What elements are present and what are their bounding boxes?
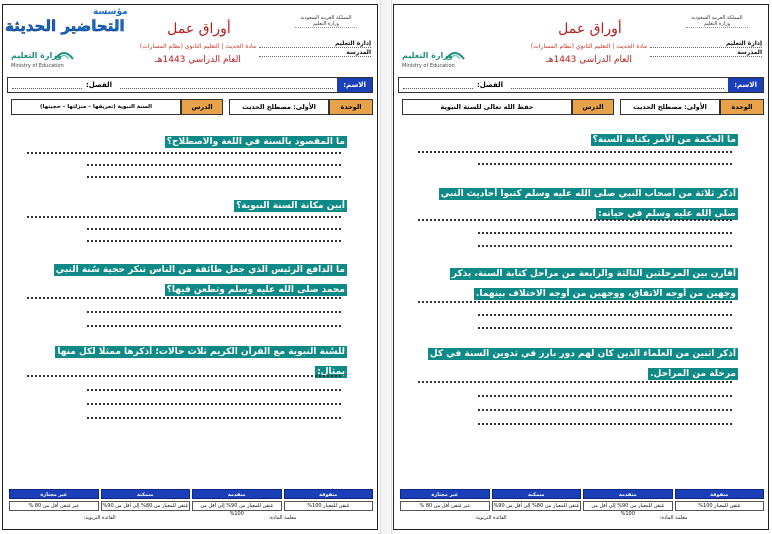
answer-line[interactable]	[27, 297, 341, 299]
rubric-header: غير مجتازة	[400, 489, 490, 499]
sheet-title: أوراق عمل	[558, 21, 622, 37]
school-info	[259, 39, 371, 57]
question-text: ما المقصود بالسنة في اللغة والاصطلاح؟	[166, 137, 345, 147]
question-1	[33, 129, 347, 149]
answer-line[interactable]	[478, 395, 732, 397]
rubric-criterion[interactable]: مُتقن للمعيار 100%	[284, 501, 374, 511]
sheet-subtitle: مادة الحديث | التعليم الثانوي (نظام المسارات)	[139, 43, 257, 50]
answer-line[interactable]	[27, 375, 341, 377]
moe-name-ar: وزارة التعليم	[402, 51, 453, 60]
question-text: للسُنة النبوية مع القرآن الكريم ثلاث حالات؛ أذكرها ممثلًا لكل منها بمثال:	[57, 347, 345, 377]
answer-line[interactable]	[478, 423, 732, 425]
question-text: أذكر ثلاثة من أصحاب النبي صلى الله عليه وسلم كتبوا أحاديث النبي صلى الله عليه وسلم في حياته:	[440, 189, 736, 219]
unit-label: الوحدة	[720, 99, 764, 115]
school-info	[650, 39, 762, 57]
question-2	[424, 181, 738, 221]
rubric-criterion[interactable]: مُتقن للمعيار من 80% إلى أقل من 90%	[101, 501, 191, 511]
answer-line[interactable]	[27, 216, 341, 218]
rubric-header: متمكنة	[492, 489, 582, 499]
rubric-header: متفوقة	[675, 489, 765, 499]
ministry-header: المملكة العربية السعودية وزارة التعليم	[295, 15, 357, 29]
unit-value: الأولى: مصطلح الحديث	[229, 99, 329, 115]
class-field[interactable]	[12, 81, 82, 89]
answer-line[interactable]	[478, 245, 732, 247]
question-3	[424, 261, 738, 301]
sheet-header	[3, 11, 377, 75]
answer-line[interactable]	[87, 228, 341, 230]
unit-value: الأولى: مصطلح الحديث	[620, 99, 720, 115]
name-label: الاسم:	[337, 78, 372, 92]
question-1	[424, 127, 738, 147]
rubric-header: متمكنة	[101, 489, 191, 499]
school-label: المدرسة	[259, 48, 371, 57]
admin-label: إدارة التعليم	[650, 39, 762, 48]
rubric-criterion[interactable]: غير مُتقن أقل من 80 %	[400, 501, 490, 511]
academic-year: العام الدراسي 1443هـ	[546, 55, 632, 65]
page-gutter	[380, 0, 392, 534]
answer-line[interactable]	[418, 301, 732, 303]
question-text: ما الحكمة من الأمر بكتابة السنة؟	[592, 135, 736, 145]
question-text: أقارن بين المرحلتين الثالثة والرابعة من مراحل كتابة السنة، بذكر وجهين من أوجه الاتفاق، ووجهين من أوجه الاختلاف بينهما.	[451, 269, 736, 299]
leader-signature: القائدة التربوية:	[83, 515, 116, 521]
answer-line[interactable]	[418, 219, 732, 221]
rubric-header: متقدمة	[583, 489, 673, 499]
name-label: الاسم:	[728, 78, 763, 92]
lesson-label: الدرس	[572, 99, 614, 115]
answer-line[interactable]	[418, 151, 732, 153]
name-field[interactable]	[511, 81, 724, 89]
question-3	[33, 257, 347, 297]
answer-line[interactable]	[87, 164, 341, 166]
answer-line[interactable]	[87, 176, 341, 178]
answer-line[interactable]	[478, 409, 732, 411]
answer-line[interactable]	[87, 240, 341, 242]
answer-line[interactable]	[478, 314, 732, 316]
rubric-table	[7, 489, 373, 525]
question-text: أبين مكانة السنة النبوية؟	[236, 201, 345, 211]
teacher-signature: معلمة المادة:	[659, 515, 688, 521]
answer-line[interactable]	[87, 325, 341, 327]
class-field[interactable]	[403, 81, 473, 89]
answer-line[interactable]	[478, 232, 732, 234]
rubric-criterion[interactable]: مُتقن للمعيار من 90% إلى أقل من 100%	[192, 501, 282, 511]
name-field[interactable]	[120, 81, 333, 89]
question-4	[33, 339, 347, 379]
answer-line[interactable]	[478, 327, 732, 329]
rubric-header: متقدمة	[192, 489, 282, 499]
answer-line[interactable]	[87, 311, 341, 313]
rubric-table	[398, 489, 764, 525]
rubric-criterion[interactable]: مُتقن للمعيار من 90% إلى أقل من 100%	[583, 501, 673, 511]
academic-year: العام الدراسي 1443هـ	[155, 55, 241, 65]
ministry-header: المملكة العربية السعودية وزارة التعليم	[686, 15, 748, 29]
watermark-main: التحاضير الحديثة	[5, 17, 125, 35]
teacher-signature: معلمة المادة:	[268, 515, 297, 521]
question-4	[424, 341, 738, 381]
answer-line[interactable]	[27, 152, 341, 154]
rubric-header: غير مجتازة	[9, 489, 99, 499]
answer-line[interactable]	[87, 403, 341, 405]
unit-label: الوحدة	[329, 99, 373, 115]
unit-lesson-row	[402, 99, 764, 115]
worksheet-left	[2, 4, 378, 530]
answer-line[interactable]	[87, 417, 341, 419]
answer-line[interactable]	[478, 163, 732, 165]
student-info-row	[398, 77, 764, 93]
rubric-criterion[interactable]: مُتقن للمعيار 100%	[675, 501, 765, 511]
question-2	[33, 193, 347, 213]
sheet-header	[394, 11, 768, 75]
admin-label: إدارة التعليم	[259, 39, 371, 48]
unit-lesson-row	[11, 99, 373, 115]
class-label: الفصل:	[86, 81, 113, 89]
rubric-criterion[interactable]: غير مُتقن أقل من 80 %	[9, 501, 99, 511]
watermark-small: مؤسسة	[93, 7, 128, 17]
sheet-subtitle: مادة الحديث | التعليم الثانوي (نظام المسارات)	[530, 43, 648, 50]
lesson-value: السنة النبوية (تعريفها – منزلتها – حجيتها)	[11, 99, 181, 115]
lesson-value: حفظ الله تعالى للسنة النبوية	[402, 99, 572, 115]
worksheet-right	[393, 4, 769, 530]
moe-name-en: Ministry of Education	[402, 63, 455, 69]
sheet-title: أوراق عمل	[167, 21, 231, 37]
moe-name-ar: وزارة التعليم	[11, 51, 62, 60]
moe-name-en: Ministry of Education	[11, 63, 64, 69]
question-text: أذكر اثنين من العلماء الذين كان لهم دور بارز في تدوين السنة في كل مرحلة من المراحل.	[429, 349, 736, 379]
rubric-criterion[interactable]: مُتقن للمعيار من 80% إلى أقل من 90%	[492, 501, 582, 511]
answer-line[interactable]	[87, 389, 341, 391]
answer-line[interactable]	[418, 381, 732, 383]
rubric-header: متفوقة	[284, 489, 374, 499]
leader-signature: القائدة التربوية:	[474, 515, 507, 521]
question-text: ما الدافع الرئيس الذي جعل طائفة من الناس تنكر حجية سُنة النبي محمد صلى الله عليه وسلم وتطعن فيها؟	[55, 265, 345, 295]
school-label: المدرسة	[650, 48, 762, 57]
lesson-label: الدرس	[181, 99, 223, 115]
class-label: الفصل:	[477, 81, 504, 89]
student-info-row	[7, 77, 373, 93]
